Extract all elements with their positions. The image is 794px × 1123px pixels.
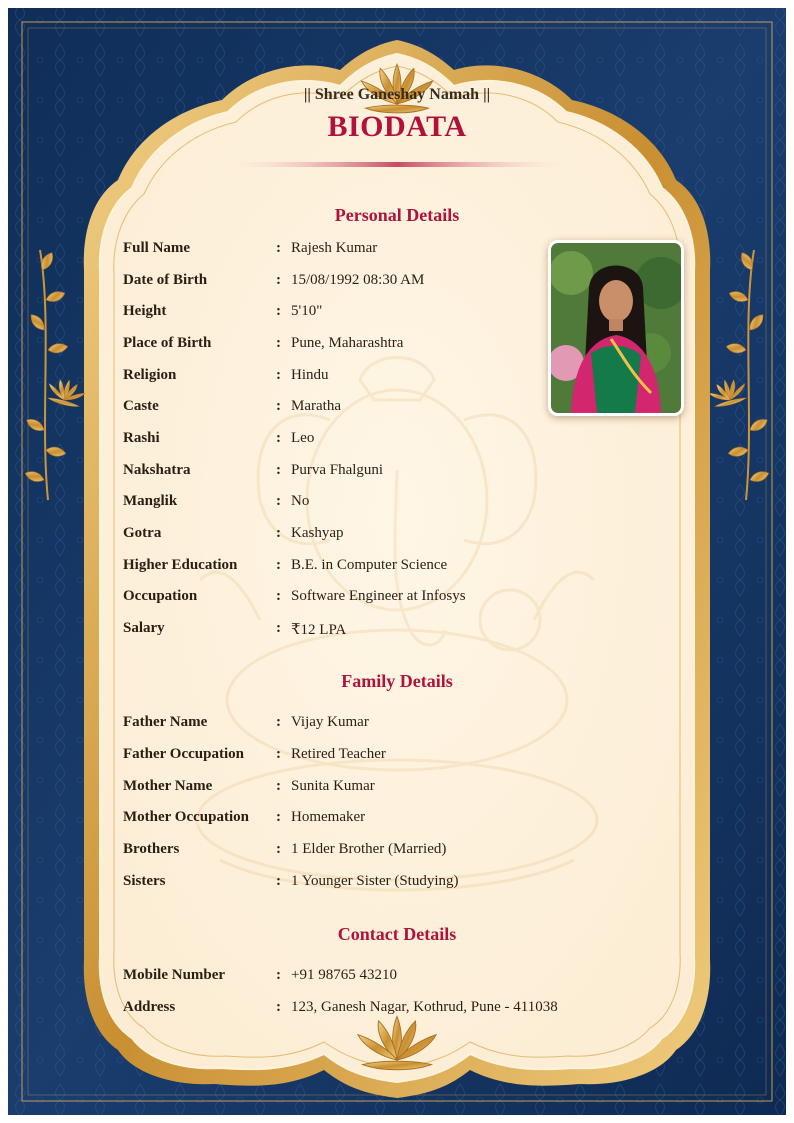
label-place-of-birth: Place of Birth bbox=[123, 335, 212, 351]
colon: : bbox=[276, 493, 281, 509]
label-higher-education: Higher Education bbox=[123, 557, 238, 573]
colon: : bbox=[276, 967, 281, 983]
colon: : bbox=[276, 557, 281, 573]
colon: : bbox=[276, 335, 281, 351]
label-religion: Religion bbox=[123, 367, 177, 383]
label-full-name: Full Name bbox=[123, 240, 191, 256]
label-father-occupation: Father Occupation bbox=[123, 746, 244, 762]
colon: : bbox=[276, 367, 281, 383]
value-address: 123, Ganesh Nagar, Kothrud, Pune - 411038 bbox=[291, 999, 558, 1015]
value-religion: Hindu bbox=[291, 367, 329, 383]
value-sisters: 1 Younger Sister (Studying) bbox=[291, 873, 459, 889]
colon: : bbox=[276, 841, 281, 857]
value-date-of-birth: 15/08/1992 08:30 AM bbox=[291, 272, 425, 288]
label-sisters: Sisters bbox=[123, 873, 166, 889]
label-salary: Salary bbox=[123, 620, 165, 636]
value-father-name: Vijay Kumar bbox=[291, 714, 369, 730]
colon: : bbox=[276, 525, 281, 541]
colon: : bbox=[276, 620, 281, 636]
label-manglik: Manglik bbox=[123, 493, 178, 509]
label-brothers: Brothers bbox=[123, 841, 180, 857]
colon: : bbox=[276, 462, 281, 478]
profile-photo bbox=[548, 240, 684, 416]
value-salary: ₹12 LPA bbox=[291, 622, 347, 638]
value-caste: Maratha bbox=[291, 398, 341, 414]
page-title: BIODATA bbox=[327, 110, 467, 143]
colon: : bbox=[276, 778, 281, 794]
colon: : bbox=[276, 398, 281, 414]
value-brothers: 1 Elder Brother (Married) bbox=[291, 841, 447, 857]
value-mother-occupation: Homemaker bbox=[291, 809, 366, 825]
value-manglik: No bbox=[291, 493, 310, 509]
value-father-occupation: Retired Teacher bbox=[291, 746, 386, 762]
label-mobile-number: Mobile Number bbox=[123, 967, 226, 983]
value-gotra: Kashyap bbox=[291, 525, 344, 541]
label-caste: Caste bbox=[123, 398, 159, 414]
label-rashi: Rashi bbox=[123, 430, 160, 446]
colon: : bbox=[276, 746, 281, 762]
label-date-of-birth: Date of Birth bbox=[123, 272, 208, 288]
label-nakshatra: Nakshatra bbox=[123, 462, 191, 478]
value-full-name: Rajesh Kumar bbox=[291, 240, 378, 256]
value-nakshatra: Purva Fhalguni bbox=[291, 462, 384, 478]
colon: : bbox=[276, 430, 281, 446]
label-occupation: Occupation bbox=[123, 588, 198, 604]
colon: : bbox=[276, 714, 281, 730]
colon: : bbox=[276, 588, 281, 604]
value-occupation: Software Engineer at Infosys bbox=[291, 588, 466, 604]
section-title-contact: Contact Details bbox=[337, 924, 457, 944]
label-height: Height bbox=[123, 303, 167, 319]
value-higher-education: B.E. in Computer Science bbox=[291, 557, 448, 573]
value-place-of-birth: Pune, Maharashtra bbox=[291, 335, 404, 351]
label-gotra: Gotra bbox=[123, 525, 162, 541]
colon: : bbox=[276, 873, 281, 889]
value-mobile-number: +91 98765 43210 bbox=[291, 967, 397, 983]
colon: : bbox=[276, 272, 281, 288]
colon: : bbox=[276, 240, 281, 256]
colon: : bbox=[276, 809, 281, 825]
section-title-personal: Personal Details bbox=[334, 205, 460, 225]
value-rashi: Leo bbox=[291, 430, 315, 446]
label-address: Address bbox=[123, 999, 176, 1015]
label-mother-occupation: Mother Occupation bbox=[123, 809, 249, 825]
value-mother-name: Sunita Kumar bbox=[291, 778, 375, 794]
value-height: 5'10" bbox=[291, 303, 323, 319]
section-title-family: Family Details bbox=[341, 671, 453, 691]
colon: : bbox=[276, 999, 281, 1015]
invocation-text: || Shree Ganeshay Namah || bbox=[303, 86, 491, 103]
colon: : bbox=[276, 303, 281, 319]
label-father-name: Father Name bbox=[123, 714, 208, 730]
label-mother-name: Mother Name bbox=[123, 778, 213, 794]
